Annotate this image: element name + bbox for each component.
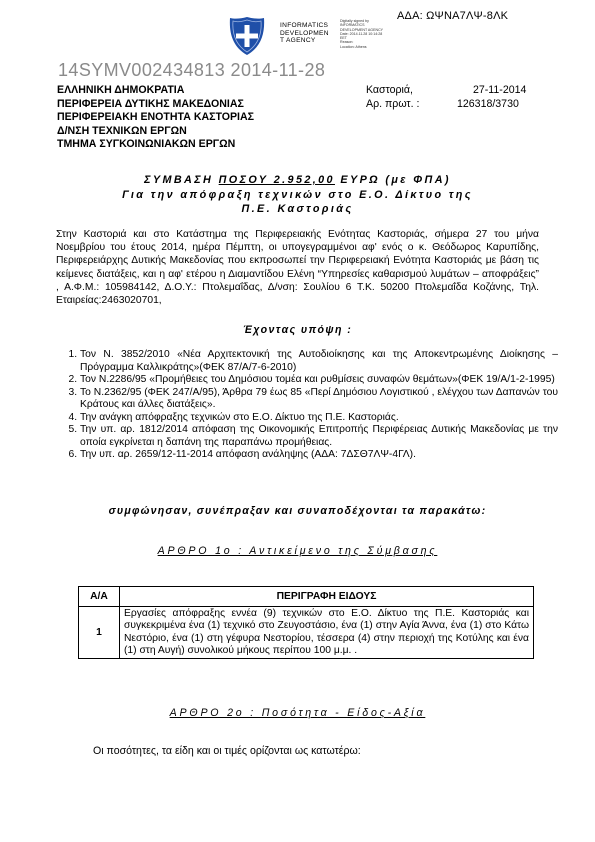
signature-detail-line: Reason: (340, 40, 354, 45)
article-1-text: ΑΡΘΡΟ 1ο : Αντικείμενο της Σύμβασης (157, 545, 438, 557)
document-stamp: 14SYMV002434813 2014-11-28 (58, 60, 326, 80)
article-1-heading (0, 545, 595, 557)
signature-detail-line: DEVELOPMENT AGENCY (340, 27, 384, 32)
list-item: 2. Τον Ν.2286/95 «Προμήθειες του Δημόσιου τομέα και ρυθμίσεις συναφών θεμάτων»(ΦΕΚ 19/Α/1-2-1995) (80, 374, 558, 387)
table-row (79, 607, 534, 659)
greek-emblem-icon (227, 16, 267, 56)
article-2-heading (0, 707, 595, 719)
list-item: 6. Την υπ. αρ. 2659/12-11-2014 απόφαση ανάληψης (ΑΔΑ: 7ΔΣΘ7ΛΨ-4ΓΛ). (80, 449, 558, 462)
closing-text: Οι ποσότητες, τα είδη και οι τιμές ορίζονται ως κατωτέρω: (93, 745, 361, 757)
considering-heading: Έχοντας υπόψη : (242, 324, 353, 336)
item-number: 1 (79, 607, 120, 659)
intro-paragraph: Στην Καστοριά και στο Κατάστημα της Περιφερειακής Ενότητας Καστοριάς, σήμερα 27 του μήνα Νοεμβρίου του έτους 2014, ημέρα Πέμπτη, οι υπογεγραμμένοι αφ' ενός ο κ. Θεόδωρος Καρυπίδης, Περιφερειάρχης Δυτικής Μακεδονίας που εκπροσωπεί την Περιφερειακή Ενότητα Καστοριάς με βάση τις κείμενες διατάξεις, και η αφ' ετέρου η Διαμαντίδου Ελένη “Υπηρεσίες καθαρισμού λυμάτων – αποφράξεις” , Α.Φ.Μ.: 105984142, Δ.Ο.Υ.: Πτολεμαΐδας, Δ/νση: Σουλίου 6 Τ.Κ. 50200 Πτολεμαΐδα Κοζάνης, Τηλ. Εταιρείας:2463020701, (56, 229, 539, 307)
ada-code: ΑΔΑ: ΩΨΝΑ7ΛΨ-8ΛΚ (397, 10, 509, 22)
place-label: Καστοριά, (366, 84, 413, 96)
authority-line: ΕΛΛΗΝΙΚΗ ΔΗΜΟΚΡΑΤΙΑ (57, 84, 185, 96)
contract-title (0, 173, 595, 217)
authority-line: ΤΜΗΜΑ ΣΥΓΚΟΙΝΩΝΙΑΚΩΝ ΕΡΓΩΝ (57, 138, 236, 151)
signature-detail-line: Location: Athens (340, 44, 367, 49)
title-line-2: Για την απόφραξη τεχνικών στο Ε.Ο. Δίκτυο της (122, 188, 473, 201)
agreement-heading: συμφώνησαν, συνέπραξαν και συναποδέχονται τα παρακάτω: (108, 505, 487, 517)
authority-line: Δ/ΝΣΗ ΤΕΧΝΙΚΩΝ ΕΡΓΩΝ (57, 124, 187, 137)
items-table (78, 586, 534, 659)
list-item: 1. Τον Ν. 3852/2010 «Νέα Αρχιτεκτονική της Αυτοδιοίκησης και της Αποκεντρωμένης Διοίκησης – Πρόγραμμα Καλλικράτης»(ΦΕΚ 87/Α/7-6-2010) (80, 349, 558, 374)
signature-detail-line: INFORMATICS (340, 23, 365, 28)
signature-line: INFORMATICS (280, 22, 329, 29)
title-line-1 (0, 173, 595, 188)
title-prefix: ΣΥΜΒΑΣΗ (144, 174, 219, 186)
signature-line: T AGENCY (280, 37, 316, 45)
contract-amount: ΠΟΣΟΥ 2.952,00 (218, 174, 335, 186)
authority-line: ΠΕΡΙΦΕΡΕΙΑ ΔΥΤΙΚΗΣ ΜΑΚΕΔΟΝΙΑΣ (57, 97, 244, 110)
protocol-number: 126318/3730 (457, 97, 519, 110)
document-date: 27-11-2014 (473, 84, 527, 96)
signature-detail-line: EET (340, 36, 347, 41)
place-protocol-values (457, 84, 526, 111)
protocol-label: Αρ. πρωτ. : (366, 97, 420, 110)
title-line-3: Π.Ε. Καστοριάς (241, 203, 354, 215)
column-header-description: ΠΕΡΙΓΡΑΦΗ ΕΙΔΟΥΣ (120, 587, 534, 607)
signature-line: DEVELOPMEN (280, 29, 329, 37)
authority-line: ΠΕΡΙΦΕΡΕΙΑΚΗ ΕΝΟΤΗΤΑ ΚΑΣΤΟΡΙΑΣ (57, 111, 255, 124)
references-list (62, 349, 558, 462)
item-description: Εργασίες απόφραξης εννέα (9) τεχνικών στο Ε.Ο. Δίκτυο της Π.Ε. Καστοριάς και συγκεκριμένα ένα (1) τεχνικό στο Ζευγοστάσιο, ένα (1) στην Αγία Άννα, ένα (1) στο Κάτω Νεστόριο, ένα (1) στη γέφυρα Νεστορίου, τέσσερα (4) στην περιοχή της Κοτύλης και ένα (1) στη Αυγή) συνολικού μήκους περίπου 100 μ.μ. . (120, 607, 534, 659)
article-2-text: ΑΡΘΡΟ 2ο : Ποσότητα - Είδος-Αξία (169, 707, 426, 719)
issuing-authority (57, 84, 254, 152)
signature-label (280, 22, 329, 45)
list-item: 5. Την υπ. αρ. 1812/2014 απόφαση της Οικονομικής Επιτροπής Περιφέρειας Δυτικής Μακεδονίας με την οποία εγκρίνεται η δαπάνη της παραπάνω προμήθειας. (80, 424, 558, 449)
list-item: 3. Το Ν.2362/95 (ΦΕΚ 247/Α/95), Άρθρα 79 έως 85 «Περί Δημόσιου Λογιστικού , ελέγχου των Δαπανών του Κράτους και άλλες διατάξεις». (80, 387, 558, 412)
table-header-row (79, 587, 534, 607)
column-header-number: Α/Α (79, 587, 120, 607)
title-suffix: ΕΥΡΩ (με ΦΠΑ) (334, 174, 451, 186)
signature-detail-line: Digitally signed by (340, 19, 369, 23)
list-item: 4. Την ανάγκη απόφραξης τεχνικών στο Ε.Ο. Δίκτυο της Π.Ε. Καστοριάς. (80, 412, 558, 425)
signature-detail-line: Date: 2014.11.28 10:14:28 (340, 31, 383, 36)
place-protocol-labels (366, 84, 419, 111)
signature-details (340, 19, 383, 49)
